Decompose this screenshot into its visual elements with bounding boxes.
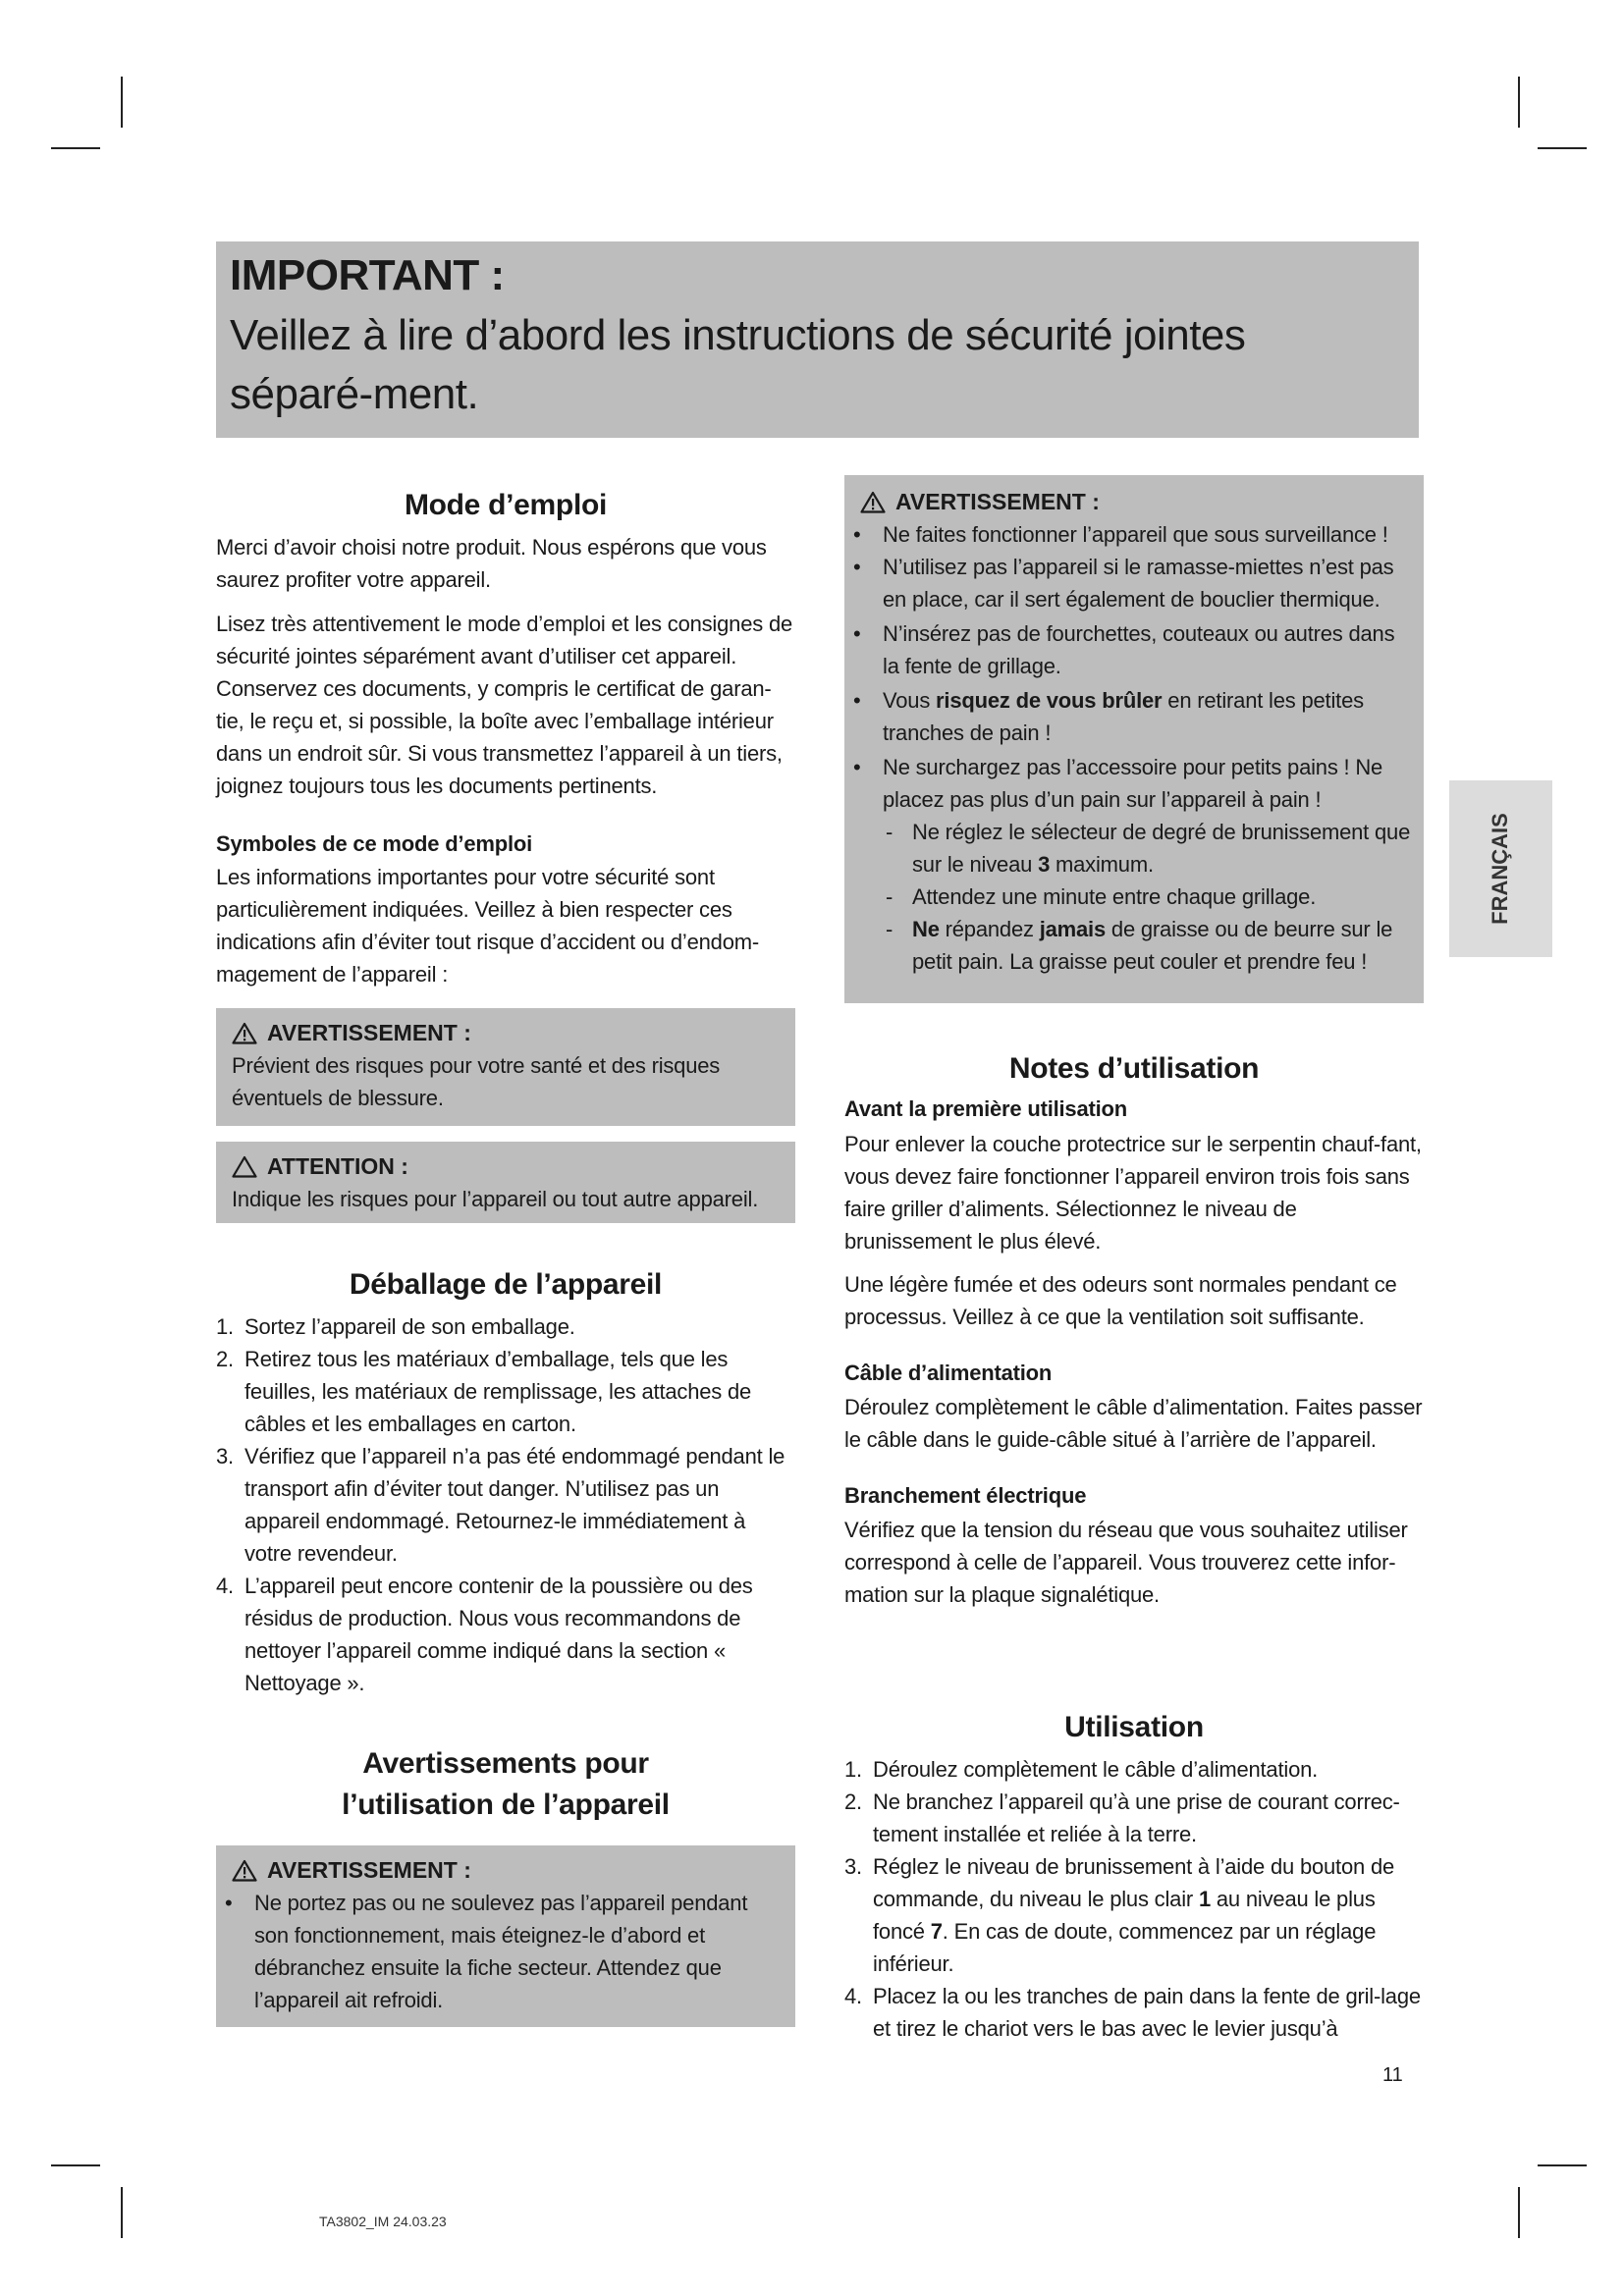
list-item: • Ne portez pas ou ne soulevez pas l’appareil pendant son fonctionnement, mais éteignez-le d’abord et débranchez ensuite la fiche secteur. Attendez que l’appareil ait refroidi. <box>216 1887 784 2016</box>
usage-warning-heading <box>232 1853 784 1887</box>
right-warning-sublist <box>844 816 1412 978</box>
left-column <box>216 485 795 990</box>
list-item: 3. Réglez le niveau de brunissement à l’aide du bouton de commande, du niveau le plus clair 1 au niveau le plus foncé 7. En cas de doute, commencez par un réglage inférieur. <box>844 1854 1395 1976</box>
warning-description: Prévient des risques pour votre santé et des risques éventuels de blessure. <box>232 1053 721 1110</box>
crop-mark <box>121 77 123 128</box>
list-item: 4. L’appareil peut encore contenir de la poussière ou des résidus de production. Nous vous recommandons de nettoyer l’appareil comme indiqué dans la section « Nettoyage ». <box>216 1574 753 1695</box>
notes-title: Notes d’utilisation <box>1008 1052 1260 1085</box>
caution-triangle-icon <box>232 1155 257 1178</box>
list-item: - Attendez une minute entre chaque grillage. <box>844 881 1412 913</box>
important-banner <box>216 241 1419 438</box>
page-number: 11 <box>1382 2064 1403 2086</box>
cable-title: Câble d’alimentation <box>844 1361 1053 1385</box>
crop-mark <box>1538 2164 1587 2166</box>
avant-text-1: Pour enlever la couche protectrice sur le serpentin chauf-fant, vous devez faire fonctionner l’appareil environ trois fois sans faire griller d’aliments. Sélectionnez le niveau de brunissement le plus élevé. <box>844 1132 1422 1254</box>
list-item: • Vous risquez de vous brûler en retirant les petites tranches de pain ! <box>844 684 1412 749</box>
list-item: 2. Retirez tous les matériaux d’emballage, tels que les feuilles, les matériaux de remplissage, les attaches de câbles et les emballages en carton. <box>216 1347 752 1436</box>
crop-mark <box>51 2164 100 2166</box>
notes-section <box>844 1048 1424 1611</box>
warning-triangle-icon <box>232 1022 257 1044</box>
cable-text: Déroulez complètement le câble d’alimentation. Faites passer le câble dans le guide-câble situé à l’arrière de l’appareil. <box>844 1395 1423 1452</box>
utilisation-section <box>844 1707 1424 2045</box>
attention-heading <box>232 1149 784 1183</box>
right-warning-box <box>844 475 1424 1003</box>
warning-heading <box>232 1016 784 1049</box>
usage-warning-list <box>216 1887 784 2016</box>
language-tab <box>1449 780 1552 957</box>
deballage-section <box>216 1264 795 1699</box>
warning-label: AVERTISSEMENT : <box>267 1020 471 1045</box>
banner-title: IMPORTANT : <box>230 251 505 299</box>
language-tab-label: FRANÇAIS <box>1488 813 1512 925</box>
attention-label: ATTENTION : <box>267 1153 408 1179</box>
crop-mark <box>1538 147 1587 149</box>
mode-emploi-instructions: Lisez très attentivement le mode d’emploi et les consignes de sécurité jointes séparément avant d’utiliser cet appareil. Conservez ces documents, y compris le certificat de garan-tie, le reçu et, si possible, la boîte avec l’emballage intérieur dans un endroit sûr. Si vous transmettez l’appareil à un tiers, joignez toujours tous les documents pertinents. <box>216 612 793 798</box>
avertissements-title-line2: l’utilisation de l’appareil <box>342 1789 670 1821</box>
list-item: • Ne surchargez pas l’accessoire pour petits pains ! Ne placez pas plus d’un pain sur l’appareil à pain ! <box>844 751 1412 816</box>
right-warning-list <box>844 518 1412 816</box>
crop-mark <box>121 2187 123 2238</box>
list-item: 4. Placez la ou les tranches de pain dans la fente de gril-lage et tirez le chariot vers le bas avec le levier jusqu’à <box>844 1984 1421 2041</box>
deballage-list <box>216 1310 795 1699</box>
attention-description: Indique les risques pour l’appareil ou tout autre appareil. <box>232 1187 759 1211</box>
list-item: • Ne faites fonctionner l’appareil que sous surveillance ! <box>844 518 1412 551</box>
right-warning-label: AVERTISSEMENT : <box>895 489 1100 514</box>
utilisation-title: Utilisation <box>1064 1711 1204 1743</box>
list-item: • N’insérez pas de fourchettes, couteaux ou autres dans la fente de grillage. <box>844 617 1412 682</box>
list-item: 1. Déroulez complètement le câble d’alimentation. <box>844 1757 1319 1782</box>
usage-warning-box <box>216 1845 795 2027</box>
list-item: - Ne réglez le sélecteur de degré de brunissement que sur le niveau 3 maximum. <box>844 816 1412 881</box>
avertissements-section <box>216 1743 795 1826</box>
branchement-title: Branchement électrique <box>844 1483 1087 1508</box>
list-item: 2. Ne branchez l’appareil qu’à une prise de courant correc-tement installée et reliée à la terre. <box>844 1789 1400 1846</box>
symbols-text: Les informations importantes pour votre sécurité sont particulièrement indiquées. Veillez à bien respecter ces indications afin d’éviter tout risque d’accident ou d’endom-magement de l’appareil : <box>216 865 759 987</box>
warning-triangle-icon <box>860 491 886 513</box>
mode-emploi-intro: Merci d’avoir choisi notre produit. Nous espérons que vous saurez profiter votre appareil. <box>216 535 767 592</box>
list-item: 1. Sortez l’appareil de son emballage. <box>216 1314 575 1339</box>
usage-warning-label: AVERTISSEMENT : <box>267 1857 471 1883</box>
footer-reference: TA3802_IM 24.03.23 <box>319 2214 447 2229</box>
right-warning-heading <box>860 485 1412 518</box>
avant-text-2: Une légère fumée et des odeurs sont normales pendant ce processus. Veillez à ce que la ventilation soit suffisante. <box>844 1272 1397 1329</box>
attention-definition-box <box>216 1142 795 1223</box>
mode-emploi-title: Mode d’emploi <box>404 489 608 521</box>
list-item: 3. Vérifiez que l’appareil n’a pas été endommagé pendant le transport afin d’éviter tout danger. N’utilisez pas un appareil endommagé. Retournez-le immédiatement à votre revendeur. <box>216 1444 785 1566</box>
banner-text: Veillez à lire d’abord les instructions de sécurité jointes séparé-ment. <box>230 311 1246 418</box>
avant-title: Avant la première utilisation <box>844 1096 1128 1121</box>
warning-definition-box <box>216 1008 795 1126</box>
list-item: • N’utilisez pas l’appareil si le ramasse-miettes n’est pas en place, car il sert également de bouclier thermique. <box>844 551 1412 615</box>
avertissements-title-line1: Avertissements pour <box>362 1747 649 1780</box>
branchement-text: Vérifiez que la tension du réseau que vous souhaitez utiliser correspond à celle de l’appareil. Vous trouverez cette infor-mation sur la plaque signalétique. <box>844 1518 1408 1607</box>
warning-triangle-icon <box>232 1859 257 1882</box>
deballage-title: Déballage de l’appareil <box>349 1268 663 1301</box>
list-item: - Ne répandez jamais de graisse ou de beurre sur le petit pain. La graisse peut couler et prendre feu ! <box>844 913 1412 978</box>
crop-mark <box>1518 2187 1520 2238</box>
crop-mark <box>1518 77 1520 128</box>
crop-mark <box>51 147 100 149</box>
symbols-title: Symboles de ce mode d’emploi <box>216 831 533 856</box>
utilisation-list <box>844 1753 1424 2045</box>
